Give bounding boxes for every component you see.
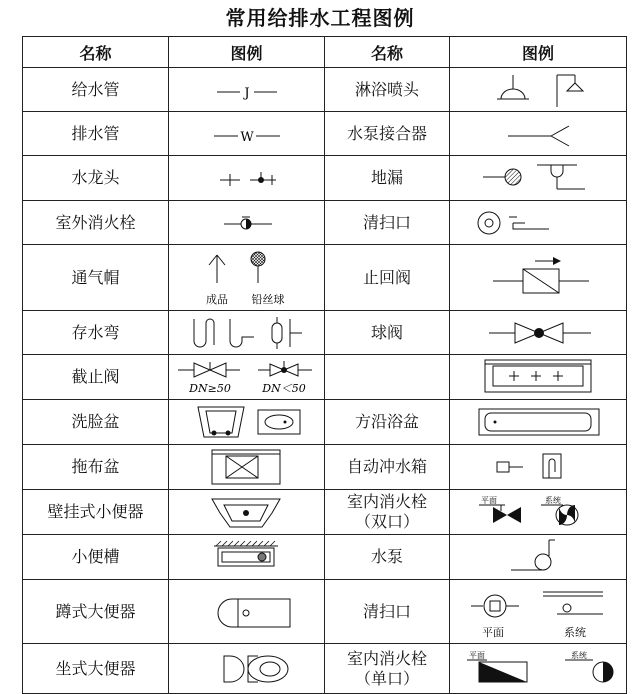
table-row	[23, 245, 627, 311]
table-row	[23, 68, 627, 112]
table-row	[23, 445, 627, 490]
vent-cap-symbol	[169, 245, 325, 311]
table-row	[23, 112, 627, 156]
item-name: 淋浴喷头	[325, 68, 450, 112]
table-row	[23, 644, 627, 694]
table-row	[23, 156, 627, 201]
header-row	[23, 37, 627, 68]
faucet-symbol	[169, 156, 325, 201]
item-name: 室内消火栓 （单口）	[325, 644, 450, 694]
pipe-letter: J	[243, 85, 250, 101]
tray-symbol	[450, 355, 627, 400]
item-name: 小便槽	[23, 535, 169, 580]
item-name: 止回阀	[325, 245, 450, 311]
floor-drain-symbol	[450, 156, 627, 201]
item-name: 清扫口	[325, 580, 450, 644]
outdoor-hydrant-symbol	[169, 201, 325, 245]
header-name-left: 名称	[23, 37, 169, 68]
caption-dn-large: DN≥50	[188, 382, 231, 395]
bathtub-symbol	[450, 400, 627, 445]
caption-plan: 平面	[482, 625, 504, 639]
wall-urinal-symbol	[169, 490, 325, 535]
cleanout-symbol	[450, 201, 627, 245]
item-name: 地漏	[325, 156, 450, 201]
cleanout-plan-system-symbol	[450, 580, 627, 644]
table-row	[23, 201, 627, 245]
check-valve-symbol	[450, 245, 627, 311]
urinal-trough-symbol	[169, 535, 325, 580]
header-symbol-right: 图例	[450, 37, 627, 68]
table-row	[23, 535, 627, 580]
legend-table	[22, 36, 627, 694]
ball-valve-symbol	[450, 311, 627, 355]
table-row	[23, 490, 627, 535]
mop-sink-symbol	[169, 445, 325, 490]
pump-adapter-symbol	[450, 112, 627, 156]
single-hydrant-symbol	[450, 644, 627, 694]
header-name-right: 名称	[325, 37, 450, 68]
item-name: 蹲式大便器	[23, 580, 169, 644]
item-name: 存水弯	[23, 311, 169, 355]
item-name: 壁挂式小便器	[23, 490, 169, 535]
table-row	[23, 355, 627, 400]
water-supply-pipe-symbol	[169, 68, 325, 112]
table-row	[23, 400, 627, 445]
item-name: 室外消火栓	[23, 201, 169, 245]
item-name: 自动冲水箱	[325, 445, 450, 490]
item-name: 方沿浴盆	[325, 400, 450, 445]
item-name: 球阀	[325, 311, 450, 355]
shower-head-symbol	[450, 68, 627, 112]
water-pump-symbol	[450, 535, 627, 580]
item-name: 给水管	[23, 68, 169, 112]
item-name: 水泵	[325, 535, 450, 580]
seated-toilet-symbol	[169, 644, 325, 694]
header-symbol-left: 图例	[169, 37, 325, 68]
page-title: 常用给排水工程图例	[225, 6, 415, 30]
caption-plan: 平面	[481, 496, 497, 505]
item-name: 室内消火栓 （双口）	[325, 490, 450, 535]
item-name: 洗脸盆	[23, 400, 169, 445]
double-hydrant-symbol	[450, 490, 627, 535]
auto-flush-tank-symbol	[450, 445, 627, 490]
washbasin-symbol	[169, 400, 325, 445]
trap-symbol	[169, 311, 325, 355]
item-name: 拖布盆	[23, 445, 169, 490]
globe-valve-symbol	[169, 355, 325, 400]
item-name: 坐式大便器	[23, 644, 169, 694]
item-name: 截止阀	[23, 355, 169, 400]
caption-system: 系统	[571, 650, 587, 660]
item-name: 排水管	[23, 112, 169, 156]
caption-finished: 成品	[205, 292, 228, 306]
table-row	[23, 311, 627, 355]
caption-wire-ball: 铅丝球	[251, 292, 284, 306]
caption-system: 系统	[564, 625, 586, 639]
caption-plan: 平面	[469, 650, 485, 660]
item-name	[325, 355, 450, 400]
item-name: 清扫口	[325, 201, 450, 245]
item-name: 水泵接合器	[325, 112, 450, 156]
item-name: 通气帽	[23, 245, 169, 311]
caption-system: 系统	[545, 496, 561, 505]
table-row	[23, 580, 627, 644]
drain-pipe-symbol	[169, 112, 325, 156]
pipe-letter: W	[239, 129, 254, 145]
caption-dn-small: DN＜50	[261, 382, 306, 395]
squat-toilet-symbol	[169, 580, 325, 644]
item-name: 水龙头	[23, 156, 169, 201]
